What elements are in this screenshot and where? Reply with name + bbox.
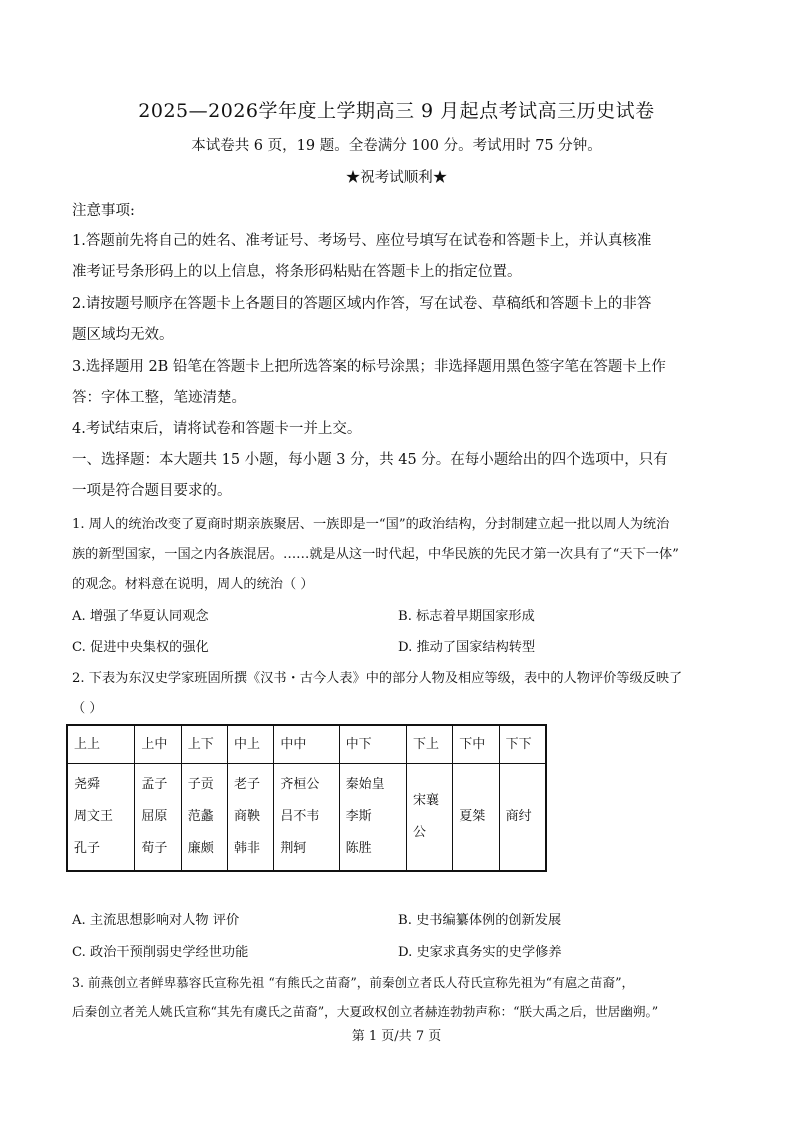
- rank-header-cell: 上上: [67, 725, 135, 764]
- person-name: 商鞅: [234, 809, 261, 824]
- question-3-text: 后秦创立者羌人姚氏宣称“其先有虞氏之苗裔”，大夏政权创立者赫连勃勃声称：“朕大禹之后，世居幽朔。”: [72, 1004, 659, 1019]
- rank-cell-xiaxia: [499, 764, 546, 872]
- rank-cell-xiashang: [406, 764, 452, 872]
- person-name: 荀子: [141, 841, 168, 856]
- notes-line: 1.答题前先将自己的姓名、准考证号、考场号、座位号填写在试卷和答题卡上，并认真核准: [72, 233, 652, 249]
- notes-line: 答：字体工整，笔迹清楚。: [72, 390, 246, 406]
- page-number: 第 1 页/共 7 页: [351, 1029, 442, 1044]
- rank-header-cell: 中中: [274, 725, 339, 764]
- question-1-text: 的观念。材料意在说明，周人的统治（ ）: [72, 577, 314, 592]
- notes-line: 准考证号条形码上的以上信息，将条形码粘贴在答题卡上的指定位置。: [72, 264, 522, 280]
- person-name: 秦始皇: [345, 777, 385, 792]
- q2-option-d[interactable]: D. 史家求真务实的史学修养: [398, 945, 562, 960]
- notes-line: 题区域均无效。: [72, 327, 174, 343]
- rank-header-cell: 下下: [499, 725, 546, 764]
- person-name: 周文王: [74, 809, 114, 824]
- person-name: 韩非: [234, 841, 261, 856]
- rank-header-cell: 上中: [135, 725, 181, 764]
- person-name: 商纣: [505, 809, 532, 824]
- exam-subtitle: 本试卷共 6 页，19 题。全卷满分 100 分。考试用时 75 分钟。: [191, 138, 602, 154]
- person-name: 宋襄: [412, 793, 439, 808]
- q1-option-a[interactable]: A. 增强了华夏认同观念: [72, 609, 209, 624]
- person-name: 陈胜: [345, 841, 372, 856]
- question-2-text: （ ）: [72, 701, 103, 716]
- person-name: 屈原: [141, 809, 168, 824]
- q1-option-d[interactable]: D. 推动了国家结构转型: [398, 640, 536, 655]
- rank-cell-xiazhong: [453, 764, 499, 872]
- rank-table-row: [67, 764, 546, 872]
- rank-cell-shangzhong: [135, 764, 181, 872]
- question-2-text: 2. 下表为东汉史学家班固所撰《汉书・古今人表》中的部分人物及相应等级，表中的人物评价等级反映了: [72, 671, 683, 686]
- person-name: 李斯: [345, 809, 372, 824]
- person-name: 夏桀: [459, 809, 486, 824]
- person-name: 子贡: [187, 777, 214, 792]
- rank-header-cell: 中下: [339, 725, 406, 764]
- rank-header-cell: 中上: [228, 725, 274, 764]
- rank-cell-shangshang: [67, 764, 135, 872]
- rank-cell-zhongzhong: [274, 764, 339, 872]
- person-name: 尧舜: [74, 777, 101, 792]
- question-1-text: 1. 周人的统治改变了夏商时期亲族聚居、一族即是一“国”的政治结构，分封制建立起一批以周人为统治: [72, 517, 670, 532]
- person-name: 齐桓公: [280, 777, 320, 792]
- person-name: 荆轲: [280, 841, 307, 856]
- notes-line: 3.选择题用 2B 铅笔在答题卡上把所选答案的标号涂黑；非选择题用黑色签字笔在答题卡上作: [72, 359, 666, 375]
- rank-table-header: [67, 725, 546, 764]
- rank-header-cell: 上下: [181, 725, 227, 764]
- rank-cell-zhongshang: [228, 764, 274, 872]
- person-name: 孔子: [74, 841, 101, 856]
- q2-option-c[interactable]: C. 政治干预削弱史学经世功能: [72, 945, 249, 960]
- section-heading-cont: 一项是符合题目要求的。: [72, 483, 232, 499]
- person-name: 廉颇: [187, 841, 214, 856]
- person-name: 吕不韦: [280, 809, 320, 824]
- exam-title: 2025—2026学年度上学期高三 9 月起点考试高三历史试卷: [138, 100, 655, 122]
- rank-header-cell: 下中: [453, 725, 499, 764]
- rank-header-cell: 下上: [406, 725, 452, 764]
- person-name: 公: [412, 825, 426, 840]
- person-name: 孟子: [141, 777, 168, 792]
- question-3-text: 3. 前燕创立者鲜卑慕容氏宣称先祖 “有熊氏之苗裔”，前秦创立者氐人苻氏宣称先祖为“有扈之苗裔”，: [72, 975, 635, 990]
- section-heading: 一、选择题：本大题共 15 小题，每小题 3 分，共 45 分。在每小题给出的四个选项中，只有: [72, 452, 668, 468]
- exam-blessing: ★祝考试顺利★: [345, 170, 448, 186]
- q1-option-c[interactable]: C. 促进中央集权的强化: [72, 640, 209, 655]
- question-1-text: 族的新型国家，一国之内各族混居。……就是从这一时代起，中华民族的先民才第一次具有了“天下一体”: [72, 547, 679, 562]
- q1-option-b[interactable]: B. 标志着早期国家形成: [398, 609, 535, 624]
- q2-option-b[interactable]: B. 史书编纂体例的创新发展: [398, 913, 562, 928]
- notes-heading: 注意事项:: [72, 203, 135, 219]
- q2-option-a[interactable]: A. 主流思想影响对人物 评价: [72, 913, 240, 928]
- person-name: 老子: [234, 777, 261, 792]
- notes-line: 2.请按题号顺序在答题卡上各题目的答题区域内作答，写在试卷、草稿纸和答题卡上的非答: [72, 296, 652, 312]
- rank-cell-shangxia: [181, 764, 227, 872]
- rank-cell-zhongxia: [339, 764, 406, 872]
- notes-line: 4.考试结束后，请将试卷和答题卡一并上交。: [72, 421, 362, 437]
- rank-table: [66, 724, 547, 872]
- person-name: 范蠡: [187, 809, 214, 824]
